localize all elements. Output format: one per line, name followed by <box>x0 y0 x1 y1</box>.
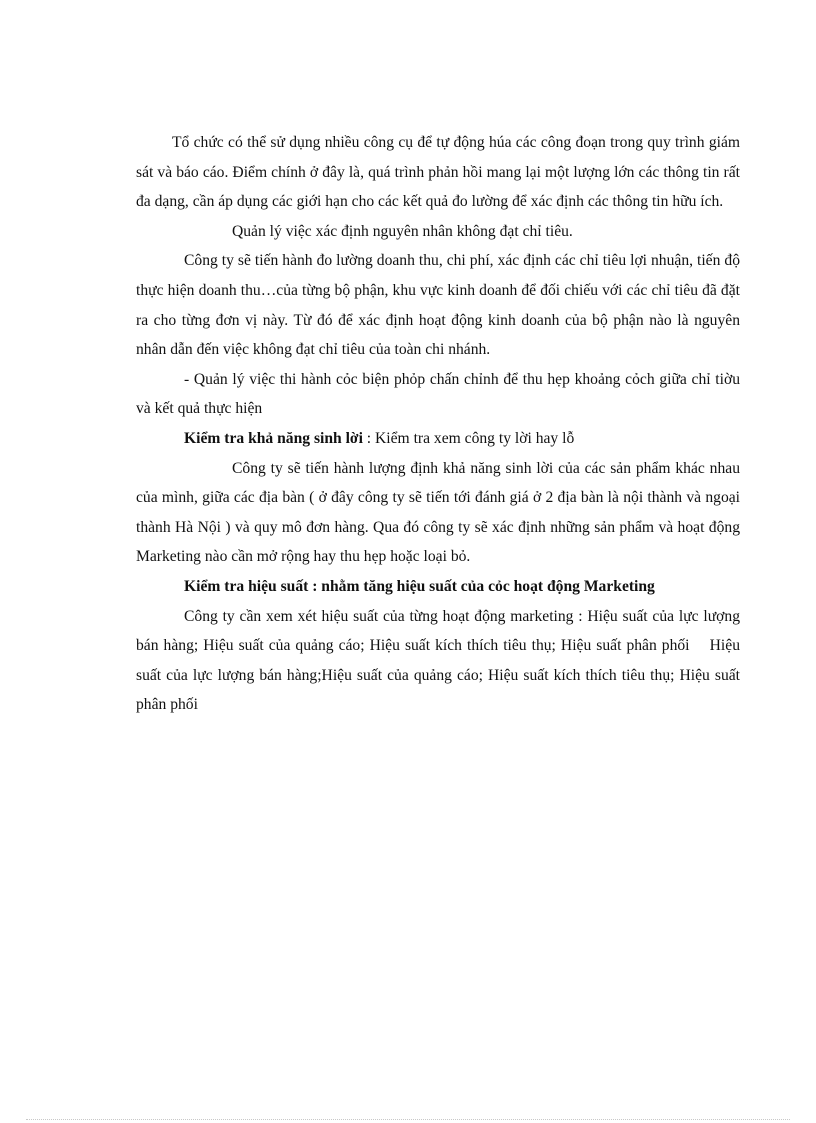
paragraph-efficiency-detail: Công ty cần xem xét hiệu suất của từng hoạt động marketing : Hiệu suất của lực lượng bán hàng; Hiệu suất của quảng cáo; Hiệu suất kích thích tiêu thụ; Hiệu suất phân phối Hiệu suất của lực lượng bán hàng;Hiệu suất của quảng cáo; Hiệu suất kích thích tiêu thụ; Hiệu suất phân phối <box>136 607 744 714</box>
paragraph-profitability-detail: Công ty sẽ tiến hành lượng định khả năng sinh lời của các sản phẩm khác nhau của mình, giữa các địa bàn ( ở đây công ty sẽ tiến tới đánh giá ở 2 địa bàn là nội thành và ngoại thành Hà Nội ) và quy mô đơn hàng. Qua đó công ty sẽ xác định những sản phẩm và hoạt động Marketing nào cần mở rộng hay thu hẹp hoặc loại bỏ. <box>136 459 740 566</box>
profitability-heading: Kiểm tra khả năng sinh lời <box>184 429 363 447</box>
paragraph-efficiency-heading: Kiểm tra hiệu suất : nhằm tăng hiệu suất của cỏc hoạt động Marketing <box>184 577 655 595</box>
paragraph-cause-management-heading: Quản lý việc xác định nguyên nhân không đạt chỉ tiêu. <box>232 222 573 240</box>
document-body <box>136 128 744 720</box>
paragraph-corrective-measures: - Quản lý việc thi hành cỏc biện phỏp chấn chỉnh để thu hẹp khoảng cỏch giữa chỉ tiờu và kết quả thực hiện <box>136 370 740 418</box>
paragraph-profitability-check <box>136 424 740 454</box>
footer-dotted-rule <box>26 1119 790 1120</box>
profitability-subtitle: : Kiểm tra xem công ty lời hay lỗ <box>362 429 575 447</box>
paragraph-revenue-measurement: Công ty sẽ tiến hành đo lường doanh thu, chi phí, xác định các chỉ tiêu lợi nhuận, tiến độ thực hiện doanh thu…của từng bộ phận, khu vực kinh doanh để đối chiếu với các chỉ tiêu đã đặt ra cho từng đơn vị này. Từ đó để xác định hoạt động kinh doanh của bộ phận nào là nguyên nhân dẫn đến việc không đạt chỉ tiêu của toàn chi nhánh. <box>136 252 740 359</box>
paragraph-automation-tools: Tổ chức có thể sử dụng nhiều công cụ để tự động húa các công đoạn trong quy trình giám sát và báo cáo. Điểm chính ở đây là, quá trình phản hồi mang lại một lượng lớn các thông tin rất đa dạng, cần áp dụng các giới hạn cho các kết quả đo lường để xác định các thông tin hữu ích. <box>136 134 740 211</box>
